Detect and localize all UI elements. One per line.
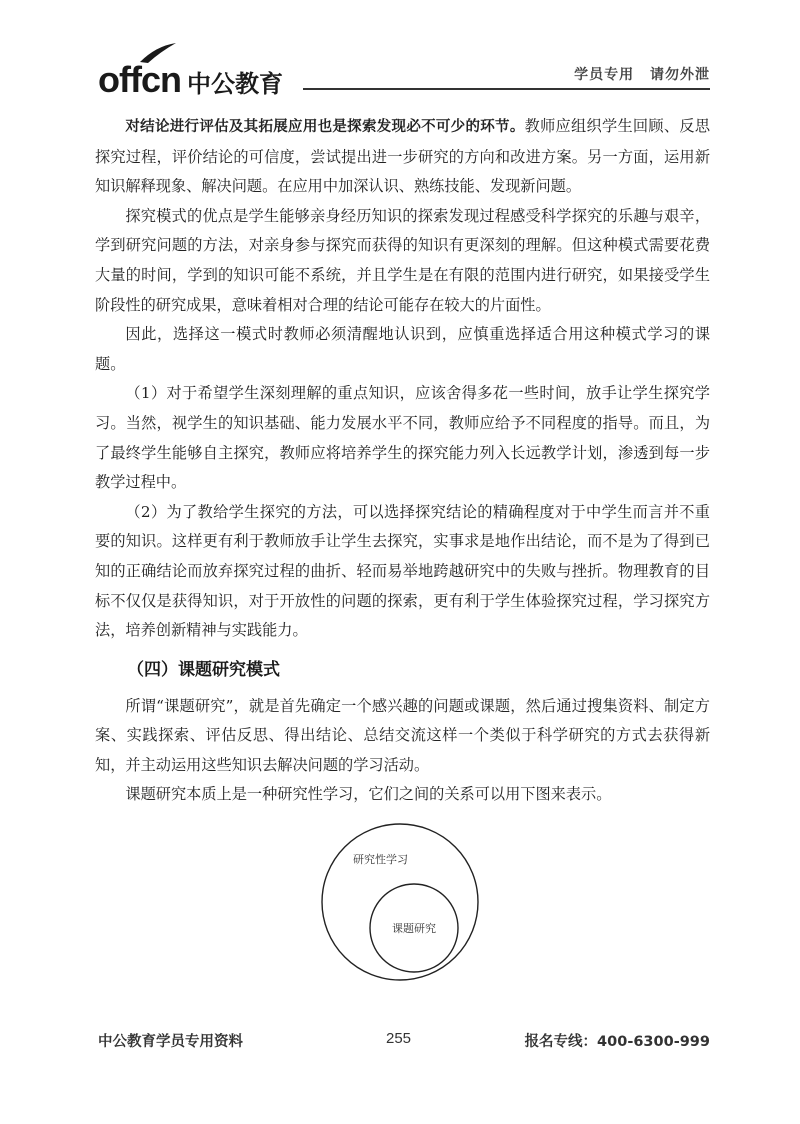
paragraph-advantages: 探究模式的优点是学生能够亲身经历知识的探索发现过程感受科学探究的乐趣与艰辛，学到研究问题的方法，对亲身参与探究而获得的知识有更深刻的理解。但这种模式需要花费大量的时间，学到的知识可能不系统，并且学生是在有限的范围内进行研究，如果接受学生阶段性的研究成果，意味着相对合理的结论可能存在较大的片面性。 xyxy=(95,206,710,314)
inner-circle-label: 课题研究 xyxy=(392,922,436,935)
footer-material-label: 中公教育学员专用资料 xyxy=(98,1034,243,1050)
footer-hotline: 报名专线：400-6300-999 xyxy=(524,1034,710,1050)
logo-swoosh-icon xyxy=(138,42,178,64)
header-confidential-note: 学员专用 请勿外泄 xyxy=(574,67,710,83)
offcn-logo xyxy=(98,38,283,98)
paragraph-relation: 课题研究本质上是一种研究性学习，它们之间的关系可以用下图来表示。 xyxy=(125,785,612,804)
venn-diagram xyxy=(320,822,480,982)
paragraph-text: 教师应组织学生回顾、反思探究过程，评价结论的可信度，尝试提出进一步研究的方向和改进方案。另一方面，运用新知识解释现象、解决问题。在应用中加深认识、熟练技能、发现新问题。 xyxy=(95,117,711,196)
page-header xyxy=(98,38,710,98)
page-footer xyxy=(98,1030,710,1054)
outer-circle-label: 研究性学习 xyxy=(353,853,408,866)
page-number: 255 xyxy=(386,1030,412,1047)
paragraph-lead-bold: 对结论进行评估及其拓展应用也是探索发现必不可少的环节。 xyxy=(125,119,525,135)
paragraph-point-1: （1）对于希望学生深刻理解的重点知识，应该舍得多花一些时间，放手让学生探究学习。当然，视学生的知识基础、能力发展水平不同，教师应给予不同程度的指导。而且，为了最终学生能够自主探究，教师应将培养学生的探究能力列入长远教学计划，渗透到每一步教学过程中。 xyxy=(95,384,710,492)
logo-chinese-name: 中公教育 xyxy=(186,70,283,98)
logo-wordmark: offcn xyxy=(98,59,181,100)
page-body xyxy=(95,112,710,810)
outer-circle xyxy=(322,824,478,980)
section-heading: （四）课题研究模式 xyxy=(127,659,280,680)
paragraph-definition: 所谓“课题研究”，就是首先确定一个感兴趣的问题或课题，然后通过搜集资料、制定方案、实践探索、评估反思、得出结论、总结交流这样一个类似于科学研究的方式去获得新知，并主动运用这些知识去解决问题的学习活动。 xyxy=(95,696,710,774)
paragraph-therefore: 因此，选择这一模式时教师必须清醒地认识到，应慎重选择适合用这种模式学习的课题。 xyxy=(95,325,710,373)
paragraph-point-2: （2）为了教给学生探究的方法，可以选择探究结论的精确程度对于中学生而言并不重要的知识。这样更有利于教师放手让学生去探究，实事求是地作出结论，而不是为了得到已知的正确结论而放弃探究过程的曲折、轻而易举地跨越研究中的失败与挫折。物理教育的目标不仅仅是获得知识，对于开放性的问题的探索，更有利于学生体验探究过程，学习探究方法，培养创新精神与实践能力。 xyxy=(95,502,710,640)
paragraph-evaluation xyxy=(95,112,710,202)
header-rule xyxy=(303,88,710,90)
